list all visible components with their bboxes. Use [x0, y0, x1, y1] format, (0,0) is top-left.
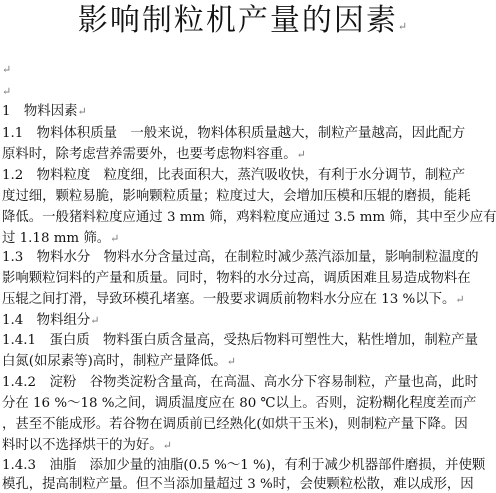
section-heading: 1 物料因素↵ — [2, 104, 87, 119]
body-line: 1.4.1 蛋白质 物料蛋白质含量高，受热后物料可塑性大，粘性增加，制粒产量 — [2, 333, 478, 348]
body-line: 1.2 物料粒度 粒度细，比表面积大，蒸汽吸收快，有利于水分调节，制粒产 — [2, 168, 466, 183]
paragraph-mark: ↵ — [162, 439, 172, 452]
empty-paragraph — [2, 62, 11, 78]
body-line: 分在 16 %～18 %之间，调质温度应在 80 ℃以上。否则，淀粉糊化程度差而产 — [2, 396, 477, 411]
paragraph-mark: ↵ — [90, 314, 100, 327]
body-line: 降低。一般猪料粒度应通过 3 mm 筛，鸡料粒度应通过 3.5 mm 筛，其中至少应有 — [2, 210, 496, 225]
section-heading: 1.4 物料组分↵ — [2, 313, 100, 328]
body-line: 白氮(如尿素等)高时，制粒产量降低。↵ — [2, 354, 236, 369]
paragraph-mark: ↵ — [2, 85, 12, 98]
paragraph-mark: ↵ — [455, 293, 465, 306]
body-line: 模孔，提高制粒产量。但不当添加量超过 3 %时，会使颗粒松散，难以成形，因 — [2, 477, 474, 492]
paragraph-mark: ↵ — [110, 232, 120, 245]
empty-paragraph — [2, 84, 11, 100]
document-title — [0, 2, 485, 46]
body-line: 1.1 物料体积质量 一般来说，物料体积质量越大，制粒产量越高，因此配方 — [2, 126, 466, 141]
title-paragraph-mark: ↵ — [397, 20, 408, 33]
body-line: 1.4.2 淀粉 谷物类淀粉含量高，在高温、高水分下容易制粒，产量也高，此时 — [2, 375, 478, 390]
body-line: 度过细，颗粒易脆，影响颗粒质量；粒度过大，会增加压模和压辊的磨损，能耗 — [2, 189, 471, 204]
body-line: 料时以不选择烘干的为好。↵ — [2, 438, 172, 453]
paragraph-mark: ↵ — [226, 355, 236, 368]
body-line: 压辊之间打滑，导致环模孔堵塞。一般要求调质前物料水分应在 13 %以下。↵ — [2, 292, 465, 307]
body-line: ，甚至不能成形。若谷物在调质前已经熟化(如烘干玉米)，则制粒产量下降。因 — [2, 417, 468, 432]
body-line: 1.4.3 油脂 添加少量的油脂(0.5 %～1 %)，有利于减少机器部件磨损，并使颗 — [2, 458, 486, 473]
body-line: 影响颗粒饲料的产量和质量。同时，物料的水分过高，调质困难且易造成物料在 — [2, 271, 471, 286]
body-line: 1.3 物料水分 物料水分含量过高，在制粒时减少蒸汽添加量，影响制粒温度的 — [2, 250, 479, 265]
body-line: 原料时，除考虑营养需要外，也要考虑物料容重。↵ — [2, 147, 306, 162]
body-line: 过 1.18 mm 筛。↵ — [2, 231, 120, 246]
paragraph-mark: ↵ — [77, 105, 87, 118]
paragraph-mark: ↵ — [2, 63, 12, 76]
document-title-text: 影响制粒机产量的因素 — [77, 3, 398, 38]
paragraph-mark: ↵ — [296, 148, 306, 161]
